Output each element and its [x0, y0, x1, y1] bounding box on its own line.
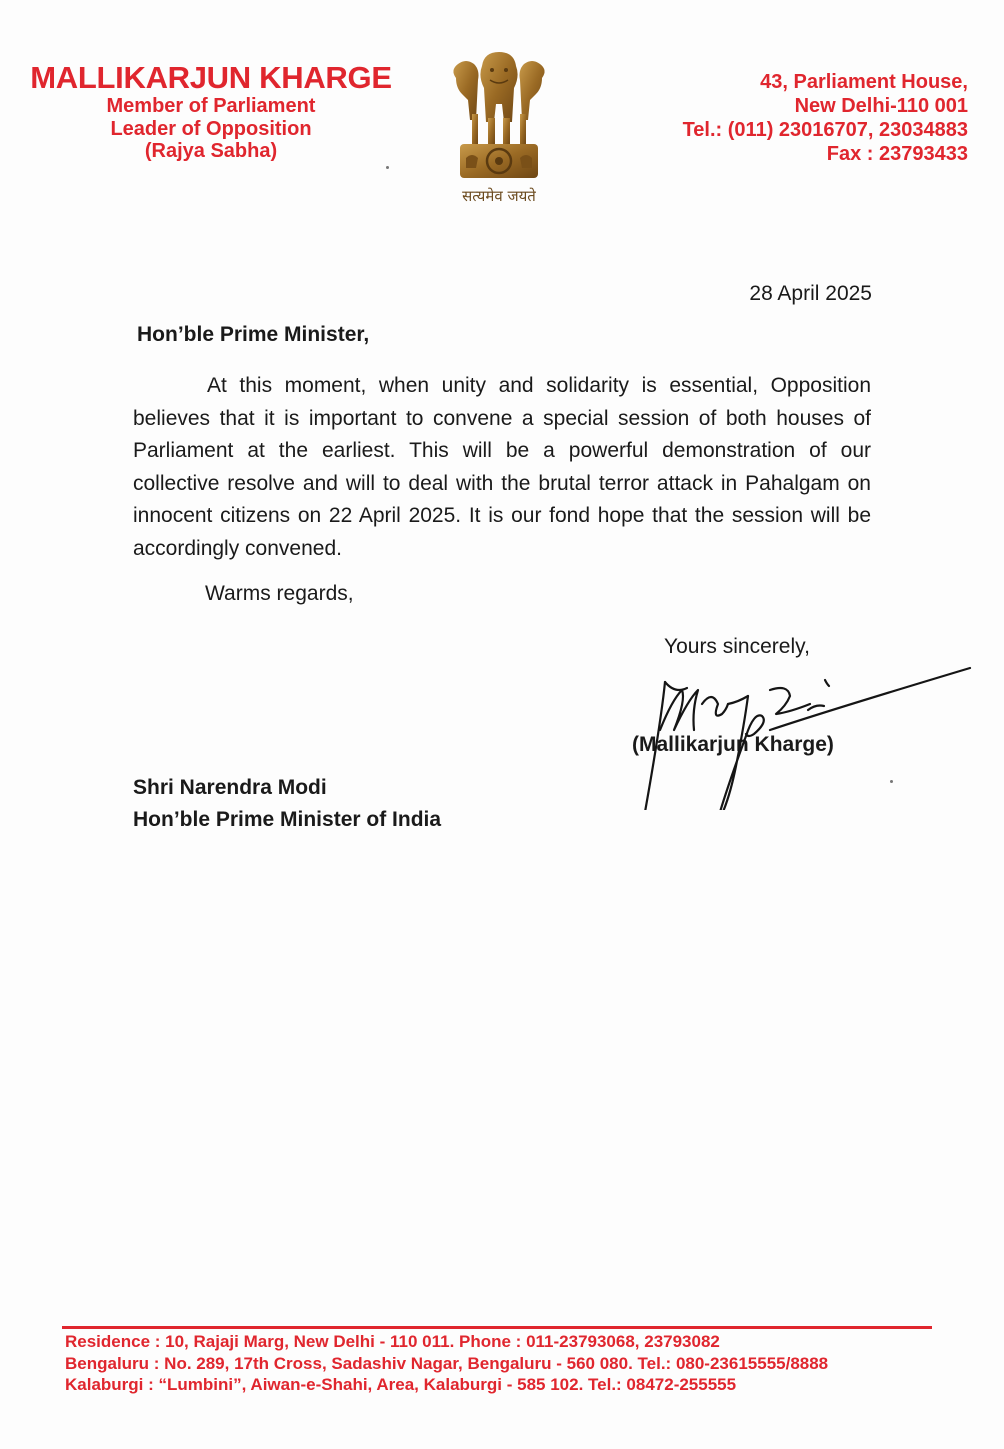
emblem-motto: सत्यमेव जयते	[462, 187, 536, 205]
letter-body: At this moment, when unity and solidarity is essential, Opposition believes that it is important to convene a special session of both houses of Parliament at the earliest. This will be a powerful demonstration of our collective resolve and will to deal with the brutal terror attack in Pahalgam on innocent citizens on 22 April 2025. It is our fond hope that the session will be accordingly convened.	[133, 374, 871, 560]
recipient-block	[133, 772, 441, 836]
footer-addresses	[65, 1331, 828, 1396]
paper-speck	[890, 780, 893, 783]
national-emblem	[444, 48, 554, 213]
letterhead-address	[683, 70, 968, 166]
salutation: Hon’ble Prime Minister,	[137, 323, 370, 346]
recipient-designation: Hon’ble Prime Minister of India	[133, 808, 442, 831]
recipient-name: Shri Narendra Modi	[133, 776, 327, 799]
letterhead-identity	[30, 60, 392, 163]
regards: Warms regards,	[205, 582, 354, 605]
signer-name: (Mallikarjun Kharge)	[632, 733, 834, 756]
footer-kalaburgi: Kalaburgi : “Lumbini”, Aiwan-e-Shahi, Area, Kalaburgi - 585 102. Tel.: 08472-255555	[65, 1375, 737, 1394]
closing: Yours sincerely,	[664, 635, 810, 658]
fax-line: Fax : 23793433	[826, 143, 968, 165]
letter-date: 28 April 2025	[749, 282, 872, 305]
handwritten-signature-icon	[620, 660, 980, 810]
footer-divider	[62, 1326, 932, 1329]
sender-title-3: (Rajya Sabha)	[144, 140, 278, 163]
paper-speck	[386, 166, 389, 169]
telephone-line: Tel.: (011) 23016707, 23034883	[682, 119, 968, 141]
address-line-2: New Delhi-110 001	[794, 95, 968, 117]
footer-bengaluru: Bengaluru : No. 289, 17th Cross, Sadashiv Nagar, Bengaluru - 560 080. Tel.: 080-23615555/8888	[65, 1353, 829, 1373]
national-emblem-icon	[444, 48, 554, 183]
footer-residence: Residence : 10, Rajaji Marg, New Delhi - 110 011. Phone : 011-23793068, 23793082	[65, 1332, 720, 1351]
sender-name: MALLIKARJUN KHARGE	[30, 60, 392, 95]
sender-title-2: Leader of Opposition	[110, 117, 312, 140]
sender-title-1: Member of Parliament	[106, 95, 316, 118]
address-line-1: 43, Parliament House,	[760, 71, 968, 93]
